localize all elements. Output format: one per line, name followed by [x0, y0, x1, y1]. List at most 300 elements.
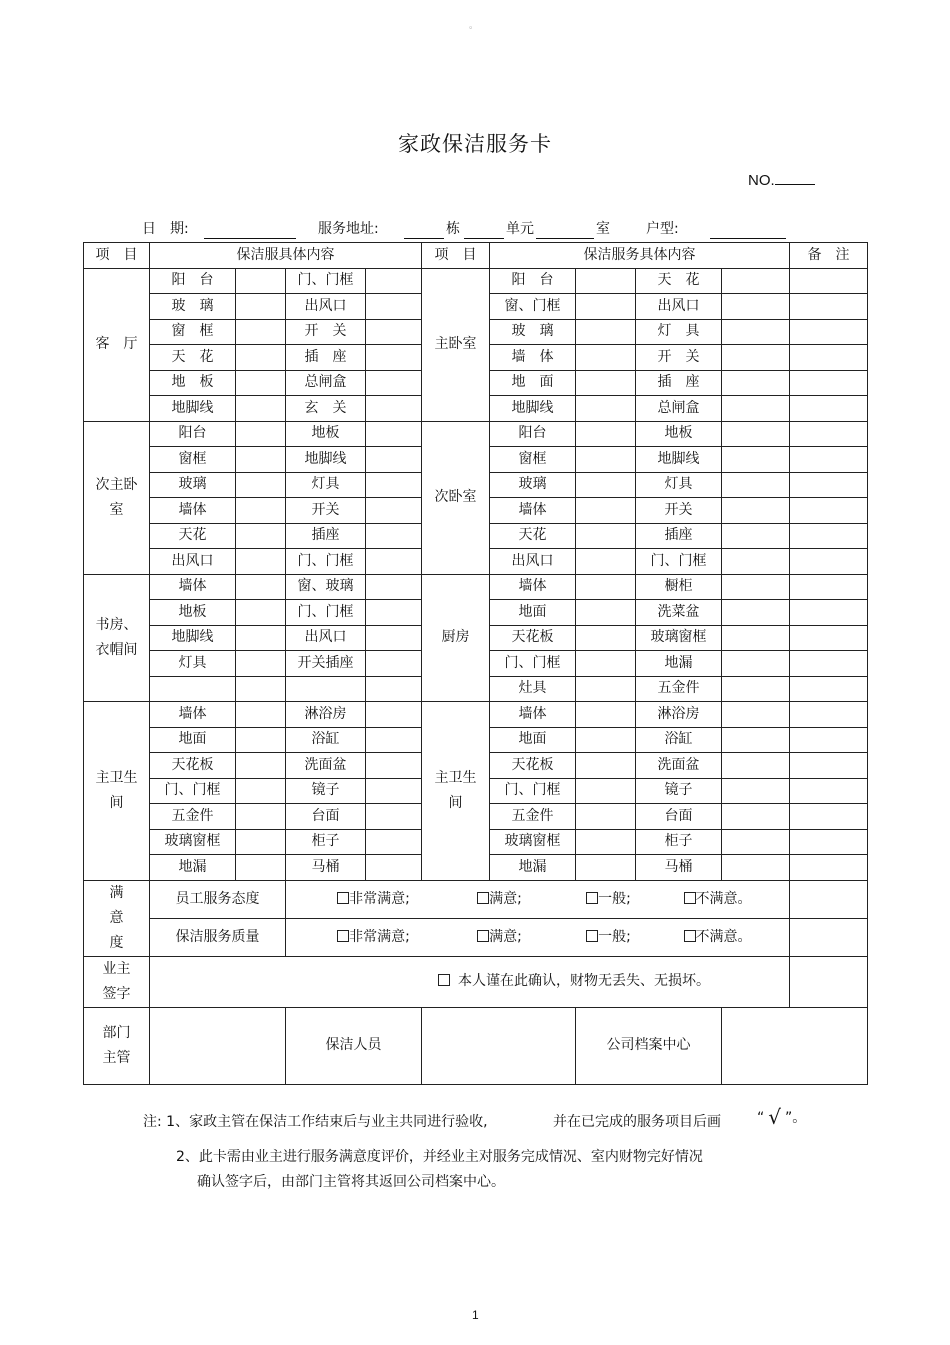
task-label: 地漏 — [490, 855, 576, 881]
remark-cell[interactable] — [790, 625, 868, 651]
note-1-b — [553, 1111, 721, 1131]
task-label: 天花 — [490, 523, 576, 549]
satisfaction-options — [286, 880, 790, 918]
task-label: 淋浴房 — [286, 702, 366, 728]
task-label: 浴缸 — [636, 727, 722, 753]
check-cell[interactable] — [366, 778, 422, 804]
satisfaction-row — [84, 918, 868, 956]
task-label: 五金件 — [150, 804, 236, 830]
task-label: 马桶 — [636, 855, 722, 881]
task-label: 墙体 — [150, 702, 236, 728]
option-label: 非常满意; — [349, 890, 410, 907]
remark-cell[interactable] — [790, 370, 868, 396]
remark-cell[interactable] — [790, 651, 868, 677]
task-label: 开关 — [286, 498, 366, 524]
top-mark: 。 — [469, 21, 479, 31]
check-cell[interactable] — [576, 778, 636, 804]
col-item: 项 目 — [84, 243, 150, 269]
cleaner-sign-cell[interactable] — [422, 1007, 576, 1084]
remark-cell[interactable] — [790, 294, 868, 320]
col-item-2: 项 目 — [422, 243, 490, 269]
task-label: 地 板 — [150, 370, 236, 396]
check-cell[interactable] — [236, 829, 286, 855]
dept-sign-cell[interactable] — [150, 1007, 286, 1084]
task-label: 灯 具 — [636, 319, 722, 345]
satisfaction-option[interactable] — [445, 891, 555, 908]
check-cell[interactable] — [366, 600, 422, 626]
check-cell[interactable] — [236, 447, 286, 473]
owner-confirm-text: 本人谨在此确认，财物无丢失、无损坏。 — [458, 973, 710, 989]
task-label: 总闸盒 — [636, 396, 722, 422]
check-cell[interactable] — [576, 651, 636, 677]
task-label: 地脚线 — [286, 447, 366, 473]
task-label: 玻 璃 — [150, 294, 236, 320]
check-cell[interactable] — [366, 472, 422, 498]
check-cell[interactable] — [366, 498, 422, 524]
room-name: 厨房 — [422, 574, 490, 702]
task-label: 天花板 — [490, 753, 576, 779]
room-name: 主卧室 — [422, 268, 490, 421]
check-cell[interactable] — [576, 523, 636, 549]
col-content: 保洁服具体内容 — [150, 243, 422, 269]
task-label: 地脚线 — [150, 396, 236, 422]
remark-cell[interactable] — [790, 549, 868, 575]
check-cell[interactable] — [722, 727, 790, 753]
checkbox-icon[interactable] — [337, 892, 349, 904]
remark-cell[interactable] — [790, 472, 868, 498]
checkbox-icon[interactable] — [586, 930, 598, 942]
check-cell[interactable] — [366, 676, 422, 702]
check-cell[interactable] — [722, 855, 790, 881]
check-cell[interactable] — [236, 498, 286, 524]
task-label: 窗、玻璃 — [286, 574, 366, 600]
task-label: 插 座 — [286, 345, 366, 371]
check-cell[interactable] — [576, 294, 636, 320]
task-label: 门、门框 — [636, 549, 722, 575]
remark-cell[interactable] — [790, 345, 868, 371]
check-cell[interactable] — [722, 345, 790, 371]
table-row — [84, 268, 868, 294]
task-label: 地面 — [490, 600, 576, 626]
task-label: 地板 — [150, 600, 236, 626]
table-row — [84, 702, 868, 728]
room-name: 主卫生间 — [422, 702, 490, 881]
check-cell[interactable] — [576, 727, 636, 753]
check-cell[interactable] — [722, 472, 790, 498]
room-blank[interactable] — [536, 238, 594, 239]
satisfaction-option[interactable] — [445, 929, 555, 946]
task-label: 门、门框 — [286, 600, 366, 626]
check-cell[interactable] — [366, 702, 422, 728]
checkbox-icon[interactable] — [477, 892, 489, 904]
check-cell[interactable] — [722, 421, 790, 447]
check-cell[interactable] — [576, 396, 636, 422]
task-label: 门、门框 — [490, 778, 576, 804]
date-blank[interactable] — [204, 238, 296, 239]
task-label: 灶具 — [490, 676, 576, 702]
task-label: 地面 — [150, 727, 236, 753]
check-cell[interactable] — [722, 778, 790, 804]
building-label: 栋 — [446, 221, 460, 237]
check-cell[interactable] — [236, 651, 286, 677]
check-cell[interactable] — [722, 447, 790, 473]
signoff-row — [84, 1007, 868, 1084]
task-label: 柜子 — [636, 829, 722, 855]
task-label: 出风口 — [636, 294, 722, 320]
task-label: 阳台 — [490, 421, 576, 447]
task-label: 门、门框 — [490, 651, 576, 677]
task-label: 墙体 — [490, 498, 576, 524]
check-cell[interactable] — [366, 829, 422, 855]
satisfaction-option[interactable] — [663, 891, 773, 908]
satisfaction-option[interactable] — [555, 929, 663, 946]
owner-confirm[interactable] — [150, 956, 790, 1007]
checkmark-icon: √ — [768, 1105, 782, 1129]
satisfaction-row — [84, 880, 868, 918]
building-blank[interactable] — [404, 238, 444, 239]
task-label: 出风口 — [286, 625, 366, 651]
check-cell[interactable] — [722, 753, 790, 779]
check-cell[interactable] — [366, 625, 422, 651]
unit-blank[interactable] — [464, 238, 504, 239]
col-content-2: 保洁服务具体内容 — [490, 243, 790, 269]
check-cell[interactable] — [576, 472, 636, 498]
task-label — [286, 676, 366, 702]
check-cell[interactable] — [366, 294, 422, 320]
check-cell[interactable] — [576, 498, 636, 524]
check-cell[interactable] — [576, 855, 636, 881]
task-label: 地板 — [286, 421, 366, 447]
task-label: 玻璃窗框 — [150, 829, 236, 855]
check-cell[interactable] — [576, 702, 636, 728]
check-cell[interactable] — [366, 370, 422, 396]
task-label: 墙体 — [490, 702, 576, 728]
check-cell[interactable] — [366, 804, 422, 830]
check-cell[interactable] — [236, 549, 286, 575]
check-cell[interactable] — [366, 319, 422, 345]
task-label: 窗框 — [490, 447, 576, 473]
check-cell[interactable] — [722, 319, 790, 345]
option-label: 满意; — [489, 890, 522, 907]
task-label: 柜子 — [286, 829, 366, 855]
remark-cell[interactable] — [790, 727, 868, 753]
address-label: 服务地址: — [318, 221, 379, 237]
table-body — [84, 243, 868, 1085]
task-label: 插座 — [286, 523, 366, 549]
check-cell[interactable] — [722, 625, 790, 651]
check-cell[interactable] — [576, 574, 636, 600]
room-name: 次卧室 — [422, 421, 490, 574]
check-cell[interactable] — [722, 600, 790, 626]
check-cell[interactable] — [366, 727, 422, 753]
check-cell[interactable] — [576, 625, 636, 651]
owner-label: 业主签字 — [84, 956, 150, 1007]
task-label: 墙体 — [490, 574, 576, 600]
task-label: 洗面盆 — [286, 753, 366, 779]
check-cell[interactable] — [236, 319, 286, 345]
task-label — [150, 676, 236, 702]
task-label: 橱柜 — [636, 574, 722, 600]
remark-cell[interactable] — [790, 574, 868, 600]
remark-cell[interactable] — [790, 396, 868, 422]
remark-cell[interactable] — [790, 421, 868, 447]
task-label: 地脚线 — [150, 625, 236, 651]
check-cell[interactable] — [576, 345, 636, 371]
check-cell[interactable] — [722, 268, 790, 294]
checkbox-icon[interactable] — [477, 930, 489, 942]
task-label: 阳台 — [150, 421, 236, 447]
task-label: 五金件 — [490, 804, 576, 830]
task-label: 五金件 — [636, 676, 722, 702]
service-table — [83, 242, 868, 1085]
page-number: 1 — [472, 1308, 479, 1322]
task-label: 出风口 — [490, 549, 576, 575]
check-cell[interactable] — [366, 421, 422, 447]
remark-cell[interactable] — [790, 804, 868, 830]
room-label: 室 — [596, 221, 610, 237]
task-label: 开关插座 — [286, 651, 366, 677]
card-number — [748, 170, 815, 189]
task-label: 地脚线 — [636, 447, 722, 473]
check-cell[interactable] — [576, 753, 636, 779]
option-label: 满意; — [489, 928, 522, 945]
option-label: 不满意。 — [695, 890, 752, 907]
remark-cell[interactable] — [790, 855, 868, 881]
remark-cell[interactable] — [790, 778, 868, 804]
remark-cell[interactable] — [790, 498, 868, 524]
check-cell[interactable] — [366, 523, 422, 549]
note-1 — [143, 1111, 488, 1131]
note-1-c — [757, 1105, 806, 1129]
check-cell[interactable] — [576, 421, 636, 447]
task-label: 窗 框 — [150, 319, 236, 345]
check-cell[interactable] — [366, 268, 422, 294]
check-cell[interactable] — [722, 804, 790, 830]
check-cell[interactable] — [236, 778, 286, 804]
date-label: 日 期: — [142, 221, 189, 237]
note-2: 2、此卡需由业主进行服务满意度评价，并经业主对服务完成情况、室内财物完好情况 — [176, 1149, 703, 1165]
task-label: 玻璃 — [150, 472, 236, 498]
check-cell[interactable] — [236, 345, 286, 371]
check-cell[interactable] — [576, 600, 636, 626]
option-label: 一般; — [598, 928, 631, 945]
task-label: 镜子 — [286, 778, 366, 804]
task-label: 地漏 — [150, 855, 236, 881]
room-name: 书房、衣帽间 — [84, 574, 150, 702]
task-label: 玻璃窗框 — [636, 625, 722, 651]
task-label: 插座 — [636, 523, 722, 549]
task-label: 墙体 — [150, 574, 236, 600]
task-label: 门、门框 — [286, 549, 366, 575]
check-cell[interactable] — [236, 753, 286, 779]
check-cell[interactable] — [236, 268, 286, 294]
check-cell[interactable] — [366, 855, 422, 881]
check-cell[interactable] — [576, 447, 636, 473]
check-cell[interactable] — [366, 345, 422, 371]
check-cell[interactable] — [722, 294, 790, 320]
task-label: 台面 — [636, 804, 722, 830]
remark-cell[interactable] — [790, 523, 868, 549]
unit-label: 单元 — [506, 221, 534, 237]
table-row — [84, 574, 868, 600]
check-cell[interactable] — [236, 676, 286, 702]
task-label: 天 花 — [636, 268, 722, 294]
room-name: 主卫生间 — [84, 702, 150, 881]
task-label: 墙体 — [150, 498, 236, 524]
check-cell[interactable] — [236, 702, 286, 728]
check-cell[interactable] — [236, 804, 286, 830]
task-label: 镜子 — [636, 778, 722, 804]
check-cell[interactable] — [576, 268, 636, 294]
task-label: 台面 — [286, 804, 366, 830]
task-label: 阳 台 — [490, 268, 576, 294]
satisfaction-label: 满意度 — [84, 880, 150, 956]
type-label: 户型: — [646, 221, 679, 237]
satisfaction-item: 保洁服务质量 — [150, 918, 286, 956]
check-cell[interactable] — [722, 702, 790, 728]
option-label: 不满意。 — [695, 928, 752, 945]
check-cell[interactable] — [236, 421, 286, 447]
check-cell[interactable] — [722, 651, 790, 677]
room-name: 客 厅 — [84, 268, 150, 421]
check-cell[interactable] — [366, 651, 422, 677]
check-cell[interactable] — [722, 498, 790, 524]
check-cell[interactable] — [576, 804, 636, 830]
check-cell[interactable] — [236, 396, 286, 422]
satisfaction-option[interactable] — [663, 929, 773, 946]
checkbox-icon[interactable] — [438, 974, 450, 986]
check-cell[interactable] — [722, 574, 790, 600]
check-cell[interactable] — [236, 294, 286, 320]
task-label: 墙 体 — [490, 345, 576, 371]
check-cell[interactable] — [236, 600, 286, 626]
check-cell[interactable] — [722, 676, 790, 702]
task-label: 玻 璃 — [490, 319, 576, 345]
task-label: 地板 — [636, 421, 722, 447]
task-label: 玻璃窗框 — [490, 829, 576, 855]
check-cell[interactable] — [576, 370, 636, 396]
check-cell[interactable] — [236, 727, 286, 753]
satisfaction-option[interactable] — [303, 891, 445, 908]
task-label: 开 关 — [286, 319, 366, 345]
check-cell[interactable] — [236, 472, 286, 498]
task-label: 淋浴房 — [636, 702, 722, 728]
owner-row — [84, 956, 868, 1007]
task-label: 地漏 — [636, 651, 722, 677]
task-label: 玻璃 — [490, 472, 576, 498]
check-cell[interactable] — [576, 829, 636, 855]
check-cell[interactable] — [576, 319, 636, 345]
remark-cell[interactable] — [790, 447, 868, 473]
remark-cell[interactable] — [790, 319, 868, 345]
check-cell[interactable] — [236, 523, 286, 549]
check-cell[interactable] — [366, 753, 422, 779]
checkbox-icon[interactable] — [586, 892, 598, 904]
remark-cell[interactable] — [790, 829, 868, 855]
remark-cell[interactable] — [790, 880, 868, 918]
checkbox-icon[interactable] — [684, 892, 696, 904]
remark-cell[interactable] — [790, 753, 868, 779]
task-label: 窗框 — [150, 447, 236, 473]
no-label: NO. — [748, 172, 775, 189]
dept-label: 部门主管 — [84, 1007, 150, 1084]
table-row — [84, 421, 868, 447]
remark-cell[interactable] — [790, 600, 868, 626]
task-label: 地脚线 — [490, 396, 576, 422]
remark-cell[interactable] — [790, 918, 868, 956]
type-blank[interactable] — [710, 238, 786, 239]
remark-cell[interactable] — [790, 676, 868, 702]
check-cell[interactable] — [236, 855, 286, 881]
task-label: 窗、门框 — [490, 294, 576, 320]
task-label: 天 花 — [150, 345, 236, 371]
task-label: 地 面 — [490, 370, 576, 396]
satisfaction-item: 员工服务态度 — [150, 880, 286, 918]
task-label: 门、门框 — [286, 268, 366, 294]
task-label: 地面 — [490, 727, 576, 753]
checkbox-icon[interactable] — [684, 930, 696, 942]
check-cell[interactable] — [236, 370, 286, 396]
checkbox-icon[interactable] — [337, 930, 349, 942]
check-cell[interactable] — [722, 829, 790, 855]
page-title: 家政保洁服务卡 — [398, 132, 552, 156]
check-cell[interactable] — [722, 370, 790, 396]
col-remark: 备 注 — [790, 243, 868, 269]
task-label: 洗菜盆 — [636, 600, 722, 626]
satisfaction-options — [286, 918, 790, 956]
check-cell[interactable] — [366, 396, 422, 422]
task-label: 出风口 — [150, 549, 236, 575]
option-label: 一般; — [598, 890, 631, 907]
satisfaction-option[interactable] — [555, 891, 663, 908]
note-1-quote-close: ”。 — [785, 1110, 807, 1126]
room-name: 次主卧室 — [84, 421, 150, 574]
check-cell[interactable] — [236, 625, 286, 651]
task-label: 开关 — [636, 498, 722, 524]
check-cell[interactable] — [236, 574, 286, 600]
check-cell[interactable] — [366, 549, 422, 575]
task-label: 出风口 — [286, 294, 366, 320]
no-blank[interactable] — [775, 170, 815, 185]
task-label: 灯具 — [286, 472, 366, 498]
task-label: 天花板 — [490, 625, 576, 651]
check-cell[interactable] — [366, 574, 422, 600]
remark-cell[interactable] — [790, 702, 868, 728]
option-label: 非常满意; — [349, 928, 410, 945]
note-2-b: 确认签字后，由部门主管将其返回公司档案中心。 — [197, 1174, 505, 1190]
note-1-quote-open: “ — [757, 1110, 765, 1126]
check-cell[interactable] — [576, 676, 636, 702]
note-1-text-a: 注: 1、家政主管在保洁工作结束后与业主共同进行验收, — [143, 1114, 488, 1130]
note-1-text-b: 并在已完成的服务项目后画 — [553, 1114, 721, 1130]
check-cell[interactable] — [722, 396, 790, 422]
remark-cell[interactable] — [790, 268, 868, 294]
remark-cell[interactable] — [790, 956, 868, 1007]
archive-label: 公司档案中心 — [576, 1007, 722, 1084]
task-label: 洗面盆 — [636, 753, 722, 779]
check-cell[interactable] — [722, 523, 790, 549]
task-label: 玄 关 — [286, 396, 366, 422]
task-label: 天花板 — [150, 753, 236, 779]
task-label: 插 座 — [636, 370, 722, 396]
task-label: 灯具 — [150, 651, 236, 677]
check-cell[interactable] — [722, 549, 790, 575]
archive-sign-cell[interactable] — [722, 1007, 868, 1084]
check-cell[interactable] — [576, 549, 636, 575]
satisfaction-option[interactable] — [303, 929, 445, 946]
task-label: 门、门框 — [150, 778, 236, 804]
check-cell[interactable] — [366, 447, 422, 473]
